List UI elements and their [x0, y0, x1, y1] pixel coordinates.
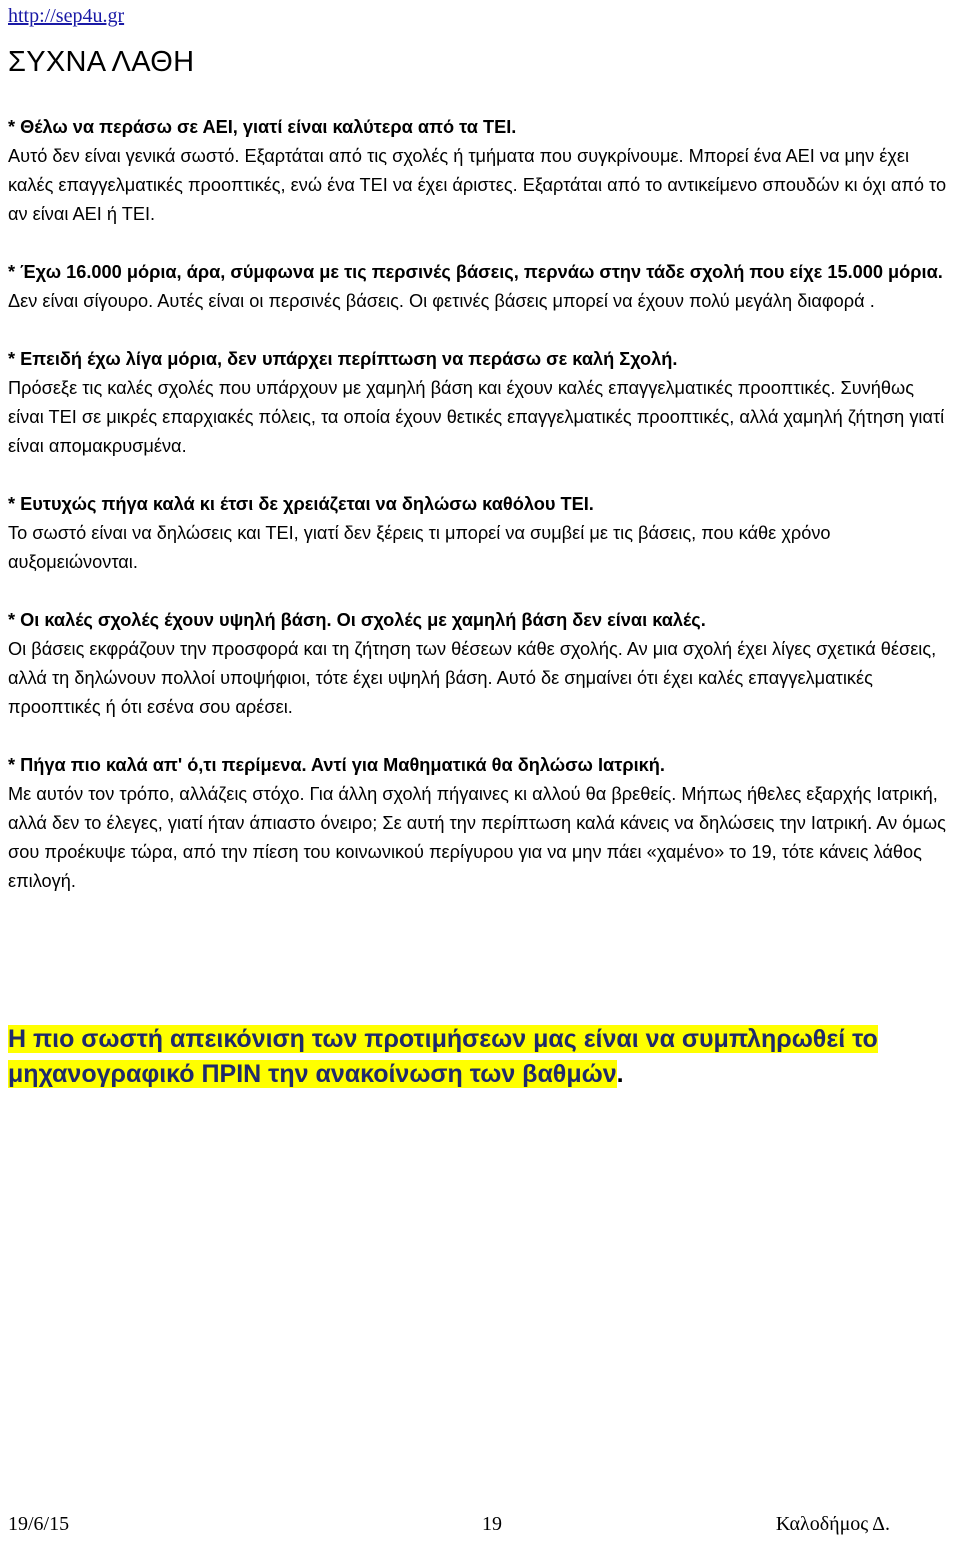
mistake-answer: Πρόσεξε τις καλές σχολές που υπάρχουν με χαμηλή βάση και έχουν καλές επαγγελματικές προοπτικές. Συνήθως είναι ΤΕΙ σε μικρές επαρχιακές πόλεις, τα οποία έχουν θετικές επαγγελματικές προοπτικές, αλλά χαμηλή ζήτηση γιατί είναι απομακρυσμένα. — [8, 378, 945, 456]
mistake-item — [8, 258, 954, 316]
page-footer — [0, 1513, 960, 1539]
mistake-question: * Πήγα πιο καλά απ' ό,τι περίμενα. Αντί για Μαθηματικά θα δηλώσω Ιατρική. — [8, 755, 665, 775]
footer-page-number: 19 — [482, 1513, 502, 1535]
mistake-question: * Επειδή έχω λίγα μόρια, δεν υπάρχει περίπτωση να περάσω σε καλή Σχολή. — [8, 349, 678, 369]
mistake-answer: Με αυτόν τον τρόπο, αλλάζεις στόχο. Για άλλη σχολή πήγαινες κι αλλού θα βρεθείς. Μήπως ήθελες εξαρχής Ιατρική, αλλά δεν το έλεγες, γιατί ήταν άπιαστο όνειρο; Σε αυτή την περίπτωση καλά κάνεις να δηλώσεις την Ιατρική. Αν όμως σου προέκυψε τώρα, από την πίεση του κοινωνικού περίγυρου για να μην πάει «χαμένο» το 19, τότε κάνεις λάθος επιλογή. — [8, 784, 946, 891]
site-url-link[interactable]: http://sep4u.gr — [8, 5, 125, 27]
highlighted-conclusion-text: Η πιο σωστή απεικόνιση των προτιμήσεων μας είναι να συμπληρωθεί το μηχανογραφικό ΠΡΙΝ την ανακοίνωση των βαθμών — [8, 1025, 878, 1088]
mistake-item — [8, 345, 954, 461]
mistake-answer: Το σωστό είναι να δηλώσεις και ΤΕΙ, γιατί δεν ξέρεις τι μπορεί να συμβεί με τις βάσεις, που κάθε χρόνο αυξομειώνονται. — [8, 523, 831, 572]
mistake-answer: Δεν είναι σίγουρο. Αυτές είναι οι περσινές βάσεις. Οι φετινές βάσεις μπορεί να έχουν πολύ μεγάλη διαφορά . — [8, 291, 875, 311]
mistakes-list — [8, 113, 954, 896]
mistake-item — [8, 113, 954, 229]
conclusion-period: . — [616, 1060, 624, 1088]
highlighted-conclusion — [8, 1022, 954, 1092]
mistake-item — [8, 751, 954, 896]
footer-author: Καλοδήμος Δ. — [775, 1513, 890, 1535]
mistake-answer: Αυτό δεν είναι γενικά σωστό. Εξαρτάται από τις σχολές ή τμήματα που συγκρίνουμε. Μπορεί ένα ΑΕΙ να μην έχει καλές επαγγελματικές προοπτικές, ενώ ένα ΤΕΙ να έχει άριστες. Εξαρτάται από το αντικείμενο σπουδών κι όχι από το αν είναι ΑΕΙ ή ΤΕΙ. — [8, 146, 947, 224]
mistake-item — [8, 490, 954, 577]
mistake-question: * Οι καλές σχολές έχουν υψηλή βάση. Οι σχολές με χαμηλή βάση δεν είναι καλές. — [8, 610, 706, 630]
mistake-question: * Θέλω να περάσω σε ΑΕΙ, γιατί είναι καλύτερα από τα ΤΕΙ. — [8, 117, 517, 137]
mistake-question: * Ευτυχώς πήγα καλά κι έτσι δε χρειάζεται να δηλώσω καθόλου ΤΕΙ. — [8, 494, 594, 514]
footer-date: 19/6/15 — [8, 1513, 70, 1535]
mistake-answer: Οι βάσεις εκφράζουν την προσφορά και τη ζήτηση των θέσεων κάθε σχολής. Αν μια σχολή έχει λίγες σχετικά θέσεις, αλλά τη δηλώνουν πολλοί υποψήφιοι, τότε έχει υψηλή βάση. Αυτό δε σημαίνει ότι έχει καλές επαγγελματικές προοπτικές ή ότι εσένα σου αρέσει. — [8, 639, 937, 717]
mistake-question: * Έχω 16.000 μόρια, άρα, σύμφωνα με τις περσινές βάσεις, περνάω στην τάδε σχολή που είχε 15.000 μόρια. — [8, 262, 943, 282]
page-title: ΣΥΧΝΑ ΛΑΘΗ — [8, 46, 195, 78]
mistake-item — [8, 606, 954, 722]
